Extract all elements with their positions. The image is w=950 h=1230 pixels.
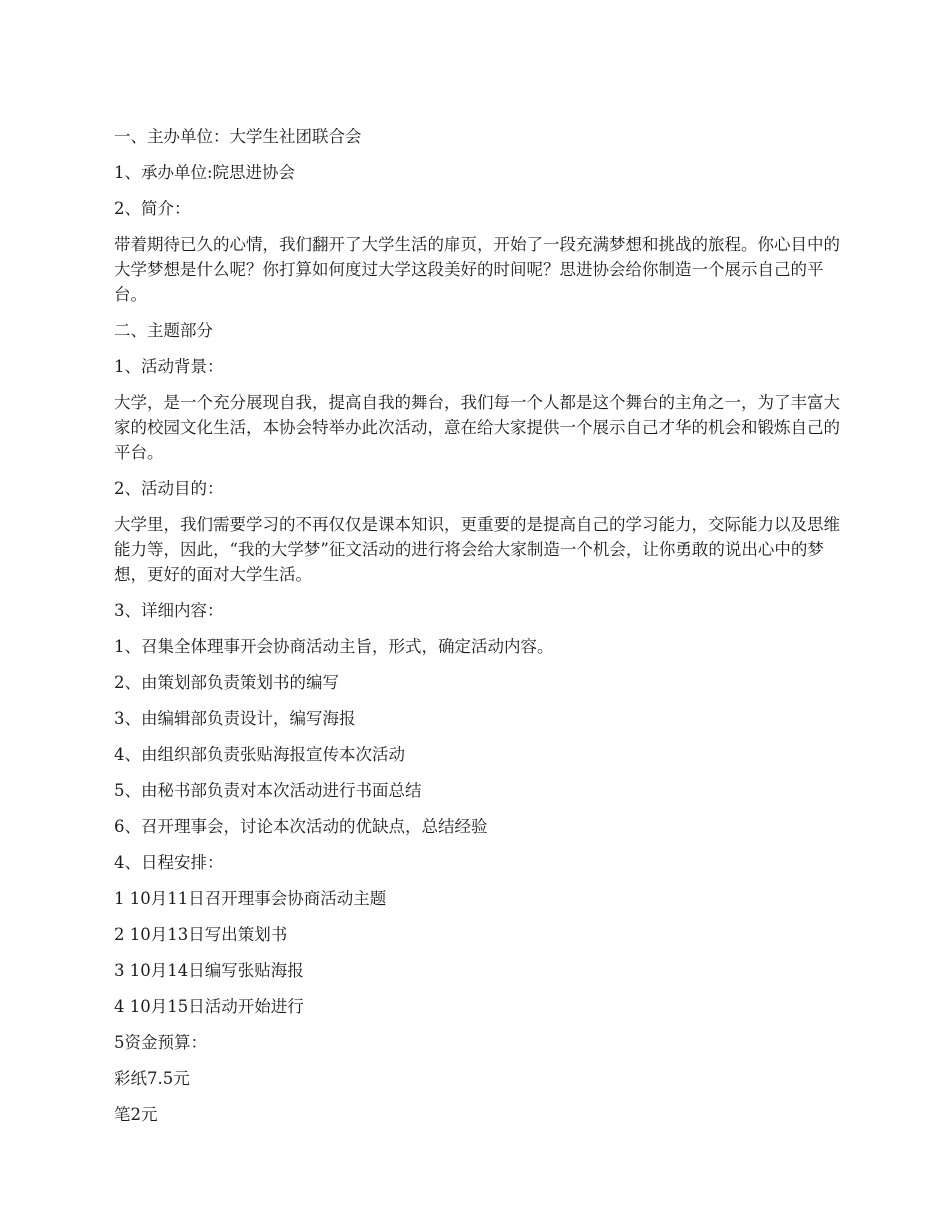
schedule-item: 3 10月14日编写张贴海报 xyxy=(114,961,304,980)
list-item: 3、由编辑部负责设计，编写海报 xyxy=(114,709,356,728)
heading-schedule: 4、日程安排： xyxy=(114,853,224,872)
list-item: 5、由秘书部负责对本次活动进行书面总结 xyxy=(114,781,422,800)
budget-item: 彩纸7.5元 xyxy=(114,1069,190,1088)
purpose-paragraph: 大学里，我们需要学习的不再仅仅是课本知识，更重要的是提高自己的学习能力，交际能力以及思维能力等，因此，“我的大学梦”征文活动的进行将会给大家制造一个机会，让你勇敢的说出心中的梦想，更好的面对大学生活。 xyxy=(114,515,840,584)
heading-co-organizer: 1、承办单位:院思进协会 xyxy=(114,163,296,182)
heading-details: 3、详细内容： xyxy=(114,601,224,620)
schedule-item: 2 10月13日写出策划书 xyxy=(114,925,288,944)
heading-purpose: 2、活动目的： xyxy=(114,479,224,498)
document-body xyxy=(114,124,840,1138)
background-paragraph: 大学，是一个充分展现自我，提高自我的舞台，我们每一个人都是这个舞台的主角之一，为了丰富大家的校园文化生活，本协会特举办此次活动，意在给大家提供一个展示自己才华的机会和锻炼自己的平台。 xyxy=(114,393,840,462)
schedule-item: 4 10月15日活动开始进行 xyxy=(114,997,304,1016)
introduction-paragraph: 带着期待已久的心情，我们翻开了大学生活的扉页，开始了一段充满梦想和挑战的旅程。你心目中的大学梦想是什么呢？你打算如何度过大学这段美好的时间呢？思进协会给你制造一个展示自己的平台。 xyxy=(114,235,840,304)
heading-theme-section: 二、主题部分 xyxy=(114,321,213,340)
list-item: 2、由策划部负责策划书的编写 xyxy=(114,673,339,692)
budget-item: 笔2元 xyxy=(114,1105,158,1124)
heading-introduction: 2、简介： xyxy=(114,199,191,218)
heading-organizer: 一、主办单位：大学生社团联合会 xyxy=(114,127,362,146)
heading-budget: 5资金预算： xyxy=(114,1033,207,1052)
schedule-item: 1 10月11日召开理事会协商活动主题 xyxy=(114,889,387,908)
list-item: 6、召开理事会，讨论本次活动的优缺点，总结经验 xyxy=(114,817,488,836)
list-item: 1、召集全体理事开会协商活动主旨，形式，确定活动内容。 xyxy=(114,637,554,656)
list-item: 4、由组织部负责张贴海报宣传本次活动 xyxy=(114,745,405,764)
heading-background: 1、活动背景： xyxy=(114,357,224,376)
